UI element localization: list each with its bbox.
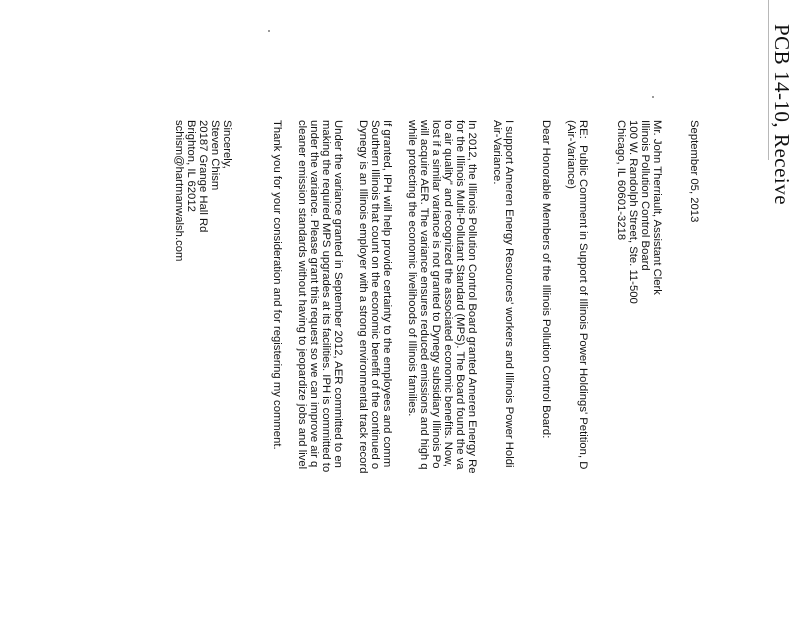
signature-line: Steven Chism [209,120,221,191]
address-line: Illinois Pollution Control Board [639,120,651,271]
re-line: (Air-Variance) [565,120,577,189]
address-line: Mr. John Therriault, Assistant Clerk [651,120,663,295]
paragraph-line: If granted, IPH will help provide certainty to the employees and comm [381,120,393,468]
paragraph-line: Air-Variance. [491,120,503,185]
letter-date: September 05, 2013 [688,120,700,223]
address-line: Chicago, IL 60601-3218 [615,120,627,241]
re-line: RE: Public Comment in Support of Illinois Power Holdings' Petition, D [577,120,589,470]
paragraph-line: Under the variance granted in September 2012, AER committed to en [332,120,344,468]
salutation: Dear Honorable Members of the Illinois Pollution Control Board: [540,120,552,439]
paragraph-line: for the Illinois Multi-Pollutant Standard (MPS). The Board found the va [454,120,466,470]
signature-email: schism@hartmanwalsh.com [173,120,185,262]
paragraph-line: while protecting the economic livelihoods of Illinois families. [406,120,418,417]
paragraph-line: will acquire AER. The variance ensures reduced emissions and high q [418,120,430,470]
paragraph-line: Southern Illinois that count on the economic benefit of the continued o [369,120,381,470]
paragraph-line: Dynegy is an Illinois employer with a strong environmental track record [357,120,369,474]
signature-line: Brighton, IL 62012 [185,120,197,212]
signature-line: Sincerely, [221,120,233,169]
paragraph-line: cleaner emission standards without having to jeopardize jobs and livel [296,120,308,470]
paragraph-line: lost if a similar variance is not granted to Dynegy subsidiary Illinois Po [430,120,442,469]
stamp-underline [768,0,769,160]
closing-line: Thank you for your consideration and for registering my comment. [271,120,283,450]
received-stamp: PCB 14-10, Receive [770,24,794,206]
signature-line: 20187 Grange Hall Rd [197,120,209,233]
paragraph-line: making the required MPS upgrades at its facilities. IPH is committed to [320,120,332,473]
paragraph-line: I support Ameren Energy Resources' workers and Illinois Power Holdi [503,120,515,468]
address-line: 100 W. Randolph Street, Ste. 11-500 [627,120,639,304]
paragraph-line: to air quality" and recognized the associated economic benefits. Now, [442,120,454,467]
paragraph-line: In 2012, the Illinois Pollution Control Board granted Ameren Energy Re [466,120,478,474]
paragraph-line: under the variance. Please grant this request so we can improve air q [308,120,320,468]
